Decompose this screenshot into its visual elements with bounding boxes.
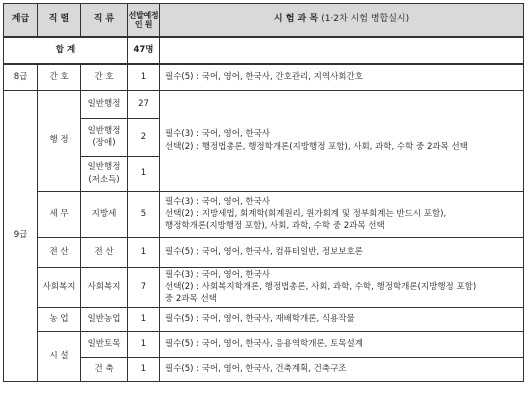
quota-cell: 2 <box>128 118 160 156</box>
quota-cell: 1 <box>128 331 160 357</box>
header-category: 직 렬 <box>38 4 81 38</box>
type-cell: 건 축 <box>81 357 128 381</box>
quota-cell: 5 <box>128 191 160 237</box>
table-row <box>4 307 524 331</box>
table-row <box>4 90 524 118</box>
category-cell: 농 업 <box>38 307 81 331</box>
category-cell: 간 호 <box>38 64 81 90</box>
category-cell: 세 무 <box>38 191 81 237</box>
type-cell: 간 호 <box>81 64 128 90</box>
exam-subjects-table <box>3 3 524 382</box>
header-subjects <box>160 4 524 38</box>
header-quota: 선발예정 인 원 <box>128 4 160 38</box>
category-cell: 전 산 <box>38 237 81 267</box>
category-cell: 시 설 <box>38 331 81 381</box>
type-cell: 일반농업 <box>81 307 128 331</box>
table-row <box>4 357 524 381</box>
total-quota: 47명 <box>128 37 160 64</box>
table-row <box>4 191 524 237</box>
subjects-cell: 필수(5) : 국어, 영어, 한국사, 건축계획, 건축구조 <box>160 357 524 381</box>
grade-cell: 8급 <box>4 64 38 90</box>
subjects-cell: 필수(3) : 국어, 영어, 한국사 선택(2) : 행정법총론, 행정학개론(지방행정 포함), 사회, 과학, 수학 중 2과목 선택 <box>160 90 524 191</box>
subjects-cell: 필수(3) : 국어, 영어, 한국사 선택(2) : 사회복지학개론, 행정법총론, 사회, 과학, 수학, 행정학개론(지방행정 포함) 중 2과목 선택 <box>160 267 524 307</box>
header-row <box>4 4 524 38</box>
quota-cell: 7 <box>128 267 160 307</box>
subjects-cell: 필수(5) : 국어, 영어, 한국사, 컴퓨터일반, 정보보호론 <box>160 237 524 267</box>
type-cell: 일반토목 <box>81 331 128 357</box>
table-row <box>4 64 524 90</box>
type-cell: 일반행정 <box>81 90 128 118</box>
subjects-cell: 필수(5) : 국어, 영어, 한국사, 간호관리, 지역사회간호 <box>160 64 524 90</box>
total-subjects-empty <box>160 37 524 64</box>
subjects-cell: 필수(5) : 국어, 영어, 한국사, 응용역학개론, 토목설계 <box>160 331 524 357</box>
table-row <box>4 237 524 267</box>
type-cell: 지방세 <box>81 191 128 237</box>
quota-cell: 1 <box>128 307 160 331</box>
total-label: 합 계 <box>4 37 128 64</box>
total-row <box>4 37 524 64</box>
quota-cell: 27 <box>128 90 160 118</box>
subjects-cell: 필수(5) : 국어, 영어, 한국사, 재배학개론, 식용작물 <box>160 307 524 331</box>
header-type: 직 류 <box>81 4 128 38</box>
type-cell: 전 산 <box>81 237 128 267</box>
type-cell: 일반행정 (장애) <box>81 118 128 156</box>
quota-cell: 1 <box>128 237 160 267</box>
table-row <box>4 267 524 307</box>
header-subjects-note: (1·2차 시험 병합실시) <box>321 14 410 25</box>
quota-cell: 1 <box>128 64 160 90</box>
header-subjects-title: 시 험 과 목 <box>273 14 319 25</box>
type-cell: 사회복지 <box>81 267 128 307</box>
category-cell: 사회복지 <box>38 267 81 307</box>
header-grade: 계급 <box>4 4 38 38</box>
quota-cell: 1 <box>128 357 160 381</box>
type-cell: 일반행정 (저소득) <box>81 156 128 191</box>
quota-cell: 1 <box>128 156 160 191</box>
subjects-cell: 필수(3) : 국어, 영어, 한국사 선택(2) : 지방세법, 회계학(회계원리, 원가회계 및 정부회계는 반드시 포함), 행정학개론(지방행정 포함), 사회, 과학, 수학 중 2과목 선택 <box>160 191 524 237</box>
grade-cell: 9급 <box>4 90 38 381</box>
category-cell: 행 정 <box>38 90 81 191</box>
table-row <box>4 331 524 357</box>
